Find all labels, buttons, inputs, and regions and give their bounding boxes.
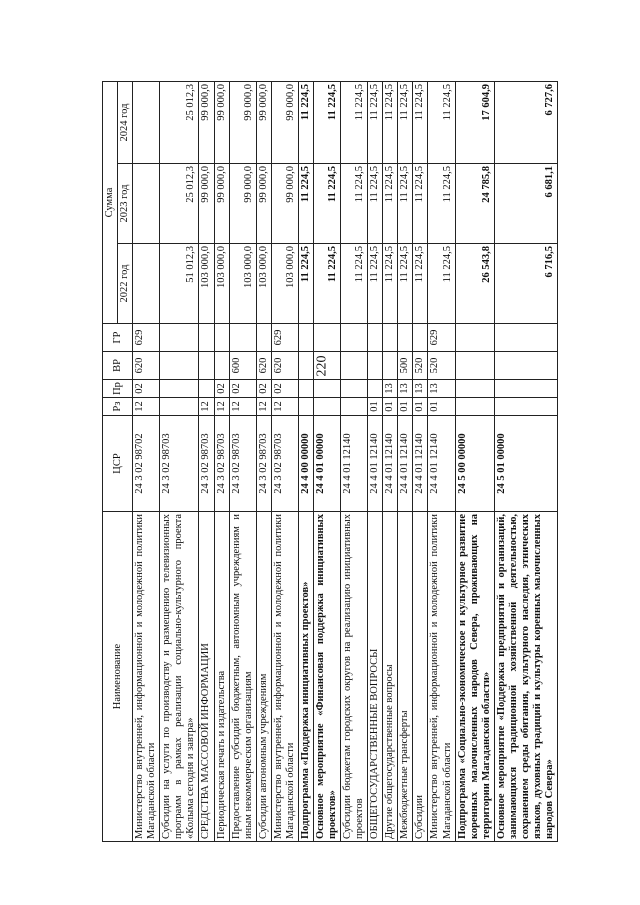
cell-2024: 6 727,6 <box>494 82 557 164</box>
cell-pr <box>368 380 383 398</box>
cell-2024: 11 224,5 <box>341 82 368 164</box>
cell-2024: 11 224,5 <box>383 82 398 164</box>
cell-2022: 6 716,5 <box>494 244 557 324</box>
cell-2023: 99 000,0 <box>214 164 229 244</box>
cell-2024: 99 000,0 <box>214 82 229 164</box>
cell-name: Предоставление субсидий бюджетным, автономным учреждениям и иным некоммерческим организациям <box>229 512 256 842</box>
cell-pr: 02 <box>229 380 256 398</box>
cell-pr: 13 <box>398 380 413 398</box>
cell-name: Субсидии на услуги по производству и размещению телевизионных программ в рамках реализации социально-культурного проекта «Колыма сегодня и завтра» <box>160 512 199 842</box>
cell-vr <box>160 352 199 380</box>
cell-pr: 02 <box>256 380 271 398</box>
cell-2022: 103 000,0 <box>199 244 214 324</box>
cell-2024: 99 000,0 <box>271 82 298 164</box>
cell-2023: 99 000,0 <box>271 164 298 244</box>
cell-2024 <box>133 82 160 164</box>
table-row <box>256 82 271 842</box>
cell-name: СРЕДСТВА МАССОВОЙ ИНФОРМАЦИИ <box>199 512 214 842</box>
header-pr: Пр <box>103 380 133 398</box>
cell-csr: 24 4 00 00000 <box>298 416 313 512</box>
cell-csr: 24 3 02 98702 <box>133 416 160 512</box>
cell-csr: 24 3 02 98703 <box>199 416 214 512</box>
budget-table <box>102 81 558 842</box>
rotated-table-container <box>102 82 592 842</box>
cell-csr: 24 4 01 12140 <box>413 416 428 512</box>
cell-vr: 520 <box>428 352 455 380</box>
cell-vr: 500 <box>398 352 413 380</box>
cell-2024: 25 012,3 <box>160 82 199 164</box>
cell-vr <box>383 352 398 380</box>
table-row <box>368 82 383 842</box>
cell-pr: 02 <box>271 380 298 398</box>
cell-rz: 12 <box>199 398 214 416</box>
header-2022: 2022 год <box>118 244 133 324</box>
table-row <box>383 82 398 842</box>
cell-rz <box>494 398 557 416</box>
cell-name: Другие общегосударственные вопросы <box>383 512 398 842</box>
cell-csr: 24 4 01 12140 <box>368 416 383 512</box>
cell-rz: 01 <box>413 398 428 416</box>
cell-pr <box>298 380 313 398</box>
cell-2022: 103 000,0 <box>229 244 256 324</box>
cell-2024: 11 224,5 <box>368 82 383 164</box>
cell-vr <box>368 352 383 380</box>
cell-name: Министерство внутренней, информационной и молодежной политики Магаданской области <box>271 512 298 842</box>
cell-gr <box>199 324 214 352</box>
table-row <box>398 82 413 842</box>
cell-pr: 13 <box>383 380 398 398</box>
cell-csr: 24 4 01 12140 <box>428 416 455 512</box>
cell-gr <box>214 324 229 352</box>
table-row <box>133 82 160 842</box>
cell-2024: 11 224,5 <box>428 82 455 164</box>
table-row <box>313 82 340 842</box>
cell-name: Субсидии автономным учреждениям <box>256 512 271 842</box>
cell-2023: 11 224,5 <box>398 164 413 244</box>
cell-2022: 11 224,5 <box>313 244 340 324</box>
cell-2022: 11 224,5 <box>398 244 413 324</box>
cell-2024: 11 224,5 <box>298 82 313 164</box>
cell-2022: 11 224,5 <box>298 244 313 324</box>
cell-2024: 99 000,0 <box>256 82 271 164</box>
cell-2023: 11 224,5 <box>383 164 398 244</box>
header-rz: Рз <box>103 398 133 416</box>
cell-vr <box>298 352 313 380</box>
table-row <box>455 82 494 842</box>
cell-rz <box>455 398 494 416</box>
cell-2024: 11 224,5 <box>398 82 413 164</box>
cell-gr <box>229 324 256 352</box>
page-number: 220 <box>314 355 330 377</box>
cell-pr <box>341 380 368 398</box>
cell-pr <box>313 380 340 398</box>
cell-rz <box>160 398 199 416</box>
table-row <box>160 82 199 842</box>
cell-rz: 01 <box>383 398 398 416</box>
cell-2024: 99 000,0 <box>199 82 214 164</box>
cell-name: ОБЩЕГОСУДАРСТВЕННЫЕ ВОПРОСЫ <box>368 512 383 842</box>
cell-2023: 11 224,5 <box>313 164 340 244</box>
cell-vr <box>313 352 340 380</box>
cell-rz: 12 <box>133 398 160 416</box>
cell-csr: 24 3 02 98703 <box>229 416 256 512</box>
table-row <box>494 82 557 842</box>
cell-rz <box>341 398 368 416</box>
cell-pr <box>455 380 494 398</box>
cell-pr: 02 <box>214 380 229 398</box>
header-sum: Сумма <box>103 82 118 324</box>
table-row <box>214 82 229 842</box>
cell-csr: 24 4 01 12140 <box>398 416 413 512</box>
cell-2023: 99 000,0 <box>256 164 271 244</box>
cell-pr <box>160 380 199 398</box>
cell-vr: 620 <box>256 352 271 380</box>
cell-rz: 12 <box>271 398 298 416</box>
cell-gr <box>313 324 340 352</box>
cell-2022: 11 224,5 <box>428 244 455 324</box>
cell-2023: 11 224,5 <box>368 164 383 244</box>
cell-2024: 17 604,9 <box>455 82 494 164</box>
cell-2022: 51 012,3 <box>160 244 199 324</box>
cell-gr <box>341 324 368 352</box>
cell-rz: 12 <box>256 398 271 416</box>
cell-pr: 13 <box>413 380 428 398</box>
cell-vr: 520 <box>413 352 428 380</box>
cell-name: Субсидии <box>413 512 428 842</box>
cell-csr: 24 3 02 98703 <box>271 416 298 512</box>
cell-gr <box>455 324 494 352</box>
cell-pr <box>494 380 557 398</box>
cell-name: Подпрограмма «Поддержка инициативных проектов» <box>298 512 313 842</box>
table-row <box>428 82 455 842</box>
header-vr: ВР <box>103 352 133 380</box>
cell-gr: 629 <box>133 324 160 352</box>
cell-pr <box>199 380 214 398</box>
cell-2023: 25 012,3 <box>160 164 199 244</box>
header-2024: 2024 год <box>118 82 133 164</box>
cell-name: Основное мероприятие «Поддержка предприятий и организаций, занимающихся традиционной хозяйственной деятельностью, сохранением среды обитания, культурного наследия, этнических языков, духовных традиций и культуры коренных малочисленных народов Севера» <box>494 512 557 842</box>
cell-2023: 11 224,5 <box>341 164 368 244</box>
cell-vr: 600 <box>229 352 256 380</box>
header-csr: ЦСР <box>103 416 133 512</box>
cell-2023: 11 224,5 <box>428 164 455 244</box>
cell-2022: 103 000,0 <box>256 244 271 324</box>
cell-csr: 24 3 02 98703 <box>214 416 229 512</box>
cell-rz <box>313 398 340 416</box>
cell-name: Субсидии бюджетам городских округов на реализацию инициативных проектов <box>341 512 368 842</box>
cell-2023: 6 681,1 <box>494 164 557 244</box>
cell-rz: 01 <box>398 398 413 416</box>
cell-rz <box>298 398 313 416</box>
cell-csr: 24 4 01 00000 <box>313 416 340 512</box>
table-row <box>199 82 214 842</box>
cell-gr <box>298 324 313 352</box>
cell-rz: 01 <box>368 398 383 416</box>
cell-gr <box>413 324 428 352</box>
cell-gr <box>383 324 398 352</box>
cell-gr: 629 <box>428 324 455 352</box>
cell-vr <box>214 352 229 380</box>
cell-gr <box>398 324 413 352</box>
cell-csr: 24 3 02 98703 <box>160 416 199 512</box>
cell-pr: 02 <box>133 380 160 398</box>
cell-2022 <box>133 244 160 324</box>
cell-2023: 99 000,0 <box>199 164 214 244</box>
cell-2023: 11 224,5 <box>413 164 428 244</box>
cell-gr: 629 <box>271 324 298 352</box>
cell-2024: 11 224,5 <box>413 82 428 164</box>
cell-vr <box>494 352 557 380</box>
cell-csr: 24 3 02 98703 <box>256 416 271 512</box>
cell-name: Межбюджетные трансферты <box>398 512 413 842</box>
cell-2023 <box>133 164 160 244</box>
cell-gr <box>256 324 271 352</box>
cell-csr: 24 5 01 00000 <box>494 416 557 512</box>
cell-vr <box>199 352 214 380</box>
cell-2024: 11 224,5 <box>313 82 340 164</box>
cell-csr: 24 4 01 12140 <box>383 416 398 512</box>
cell-gr <box>160 324 199 352</box>
cell-rz: 01 <box>428 398 455 416</box>
cell-vr <box>341 352 368 380</box>
table-row <box>229 82 256 842</box>
table-row <box>271 82 298 842</box>
cell-2024: 99 000,0 <box>229 82 256 164</box>
table-body <box>133 82 558 842</box>
cell-2022: 11 224,5 <box>368 244 383 324</box>
table-row <box>413 82 428 842</box>
cell-pr: 13 <box>428 380 455 398</box>
cell-2023: 11 224,5 <box>298 164 313 244</box>
cell-vr <box>455 352 494 380</box>
cell-2022: 26 543,8 <box>455 244 494 324</box>
cell-2022: 11 224,5 <box>341 244 368 324</box>
cell-name: Министерство внутренней, информационной и молодежной политики Магаданской области <box>133 512 160 842</box>
cell-2022: 11 224,5 <box>413 244 428 324</box>
cell-2023: 24 785,8 <box>455 164 494 244</box>
cell-vr: 620 <box>271 352 298 380</box>
header-2023: 2023 год <box>118 164 133 244</box>
cell-name: Министерство внутренней, информационной и молодежной политики Магаданской области <box>428 512 455 842</box>
cell-2022: 103 000,0 <box>271 244 298 324</box>
cell-2023: 99 000,0 <box>229 164 256 244</box>
table-row <box>341 82 368 842</box>
table-row <box>298 82 313 842</box>
cell-gr <box>368 324 383 352</box>
cell-name: Подпрограмма «Социально-экономическое и культурное развитие коренных малочисленных народов Севера, проживающих на территории Магаданской области» <box>455 512 494 842</box>
cell-csr: 24 5 00 00000 <box>455 416 494 512</box>
cell-name: Периодическая печать и издательства <box>214 512 229 842</box>
cell-2022: 103 000,0 <box>214 244 229 324</box>
cell-2022: 11 224,5 <box>383 244 398 324</box>
cell-gr <box>494 324 557 352</box>
cell-rz: 12 <box>229 398 256 416</box>
cell-rz: 12 <box>214 398 229 416</box>
cell-csr: 24 4 01 12140 <box>341 416 368 512</box>
cell-name: Основное мероприятие «Финансовая поддержка инициативных проектов» <box>313 512 340 842</box>
cell-vr: 620 <box>133 352 160 380</box>
header-name: Наименование <box>103 512 133 842</box>
header-gr: ГР <box>103 324 133 352</box>
